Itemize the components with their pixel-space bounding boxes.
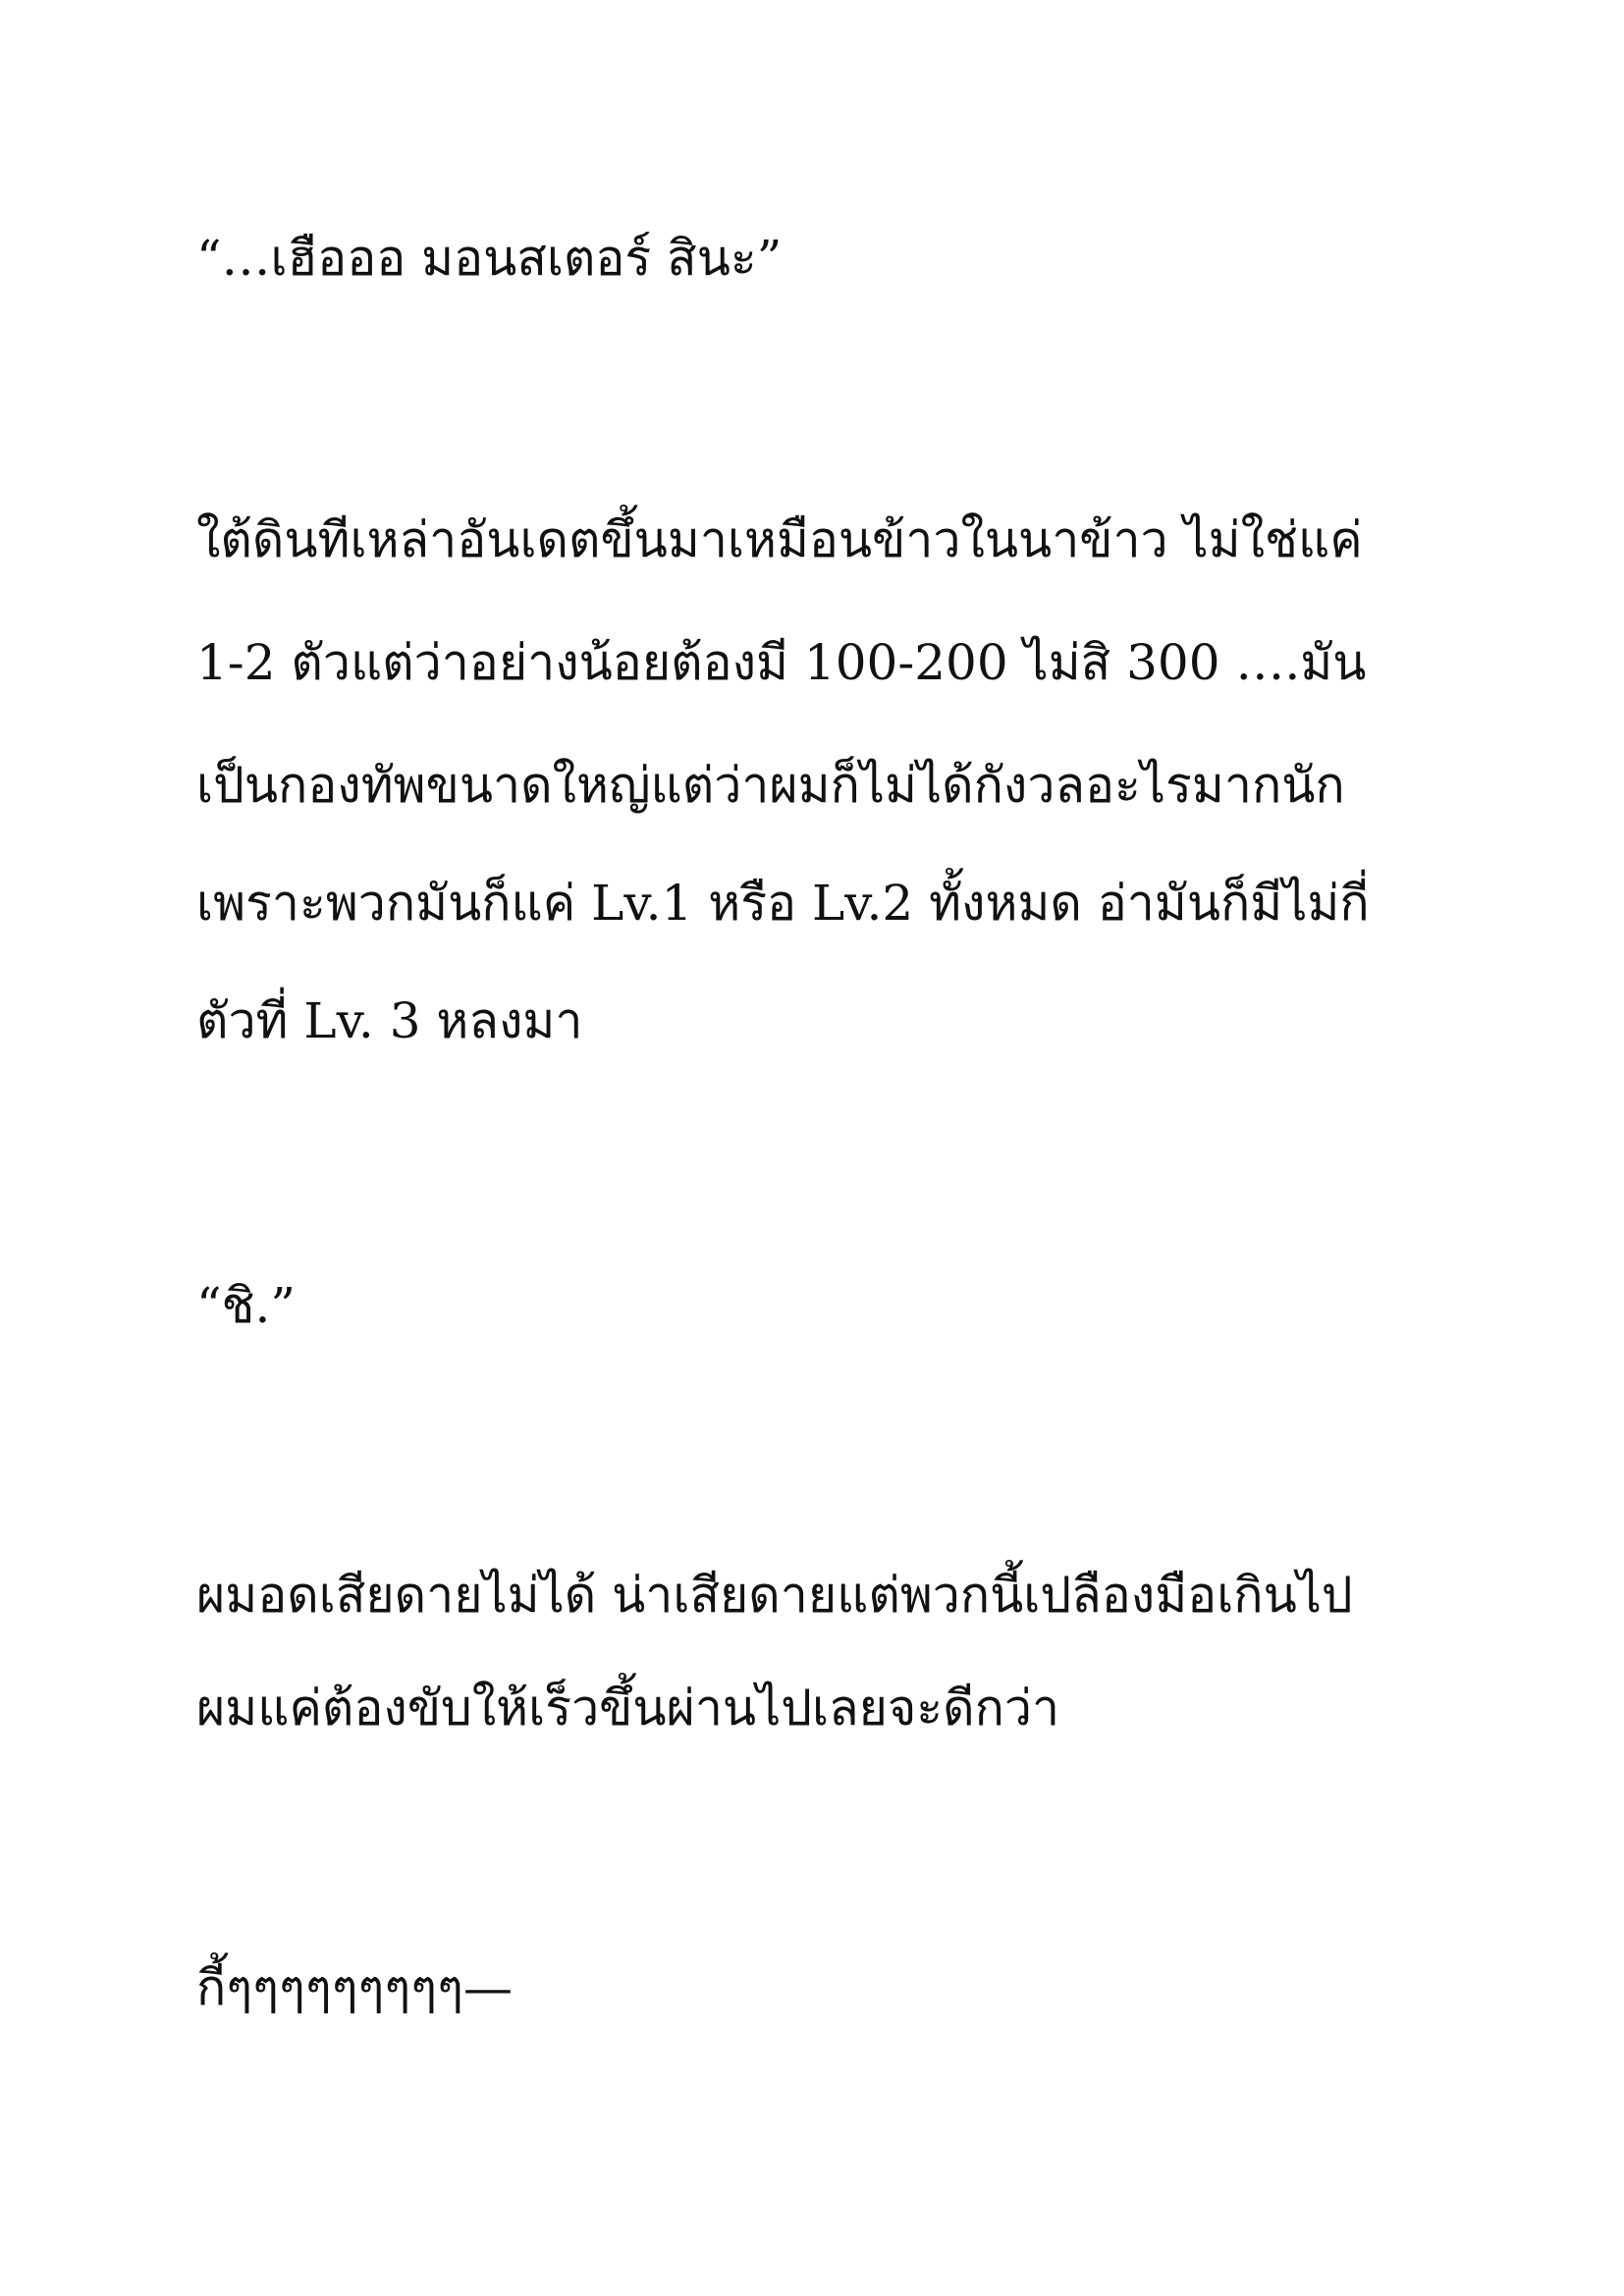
paragraph-line: ผมแค่ต้องขับให้เร็วขึ้นผ่านไปเลยจะดีกว่า <box>196 1680 1060 1736</box>
paragraph-line: ใต้ดินทีเหล่าอันเดตขึ้นมาเหมือนข้าวในนาข้าว ไม่ใช่แค่ <box>196 511 1363 568</box>
dialogue-line: “ชิ.” <box>196 1277 296 1334</box>
paragraph-line: เพราะพวกมันก็แค่ Lv.1 หรือ Lv.2 ทั้งหมด อ่ามันก็มีไม่กี่ <box>196 875 1370 932</box>
dialogue-line: “…เฮือออ มอนสเตอร์ สินะ” <box>196 230 783 287</box>
paragraph-line: เป็นกองทัพขนาดใหญ่แต่ว่าผมก็ไม่ได้กังวลอะไรมากนัก <box>196 757 1345 814</box>
paragraph-line: 1-2 ตัวแต่ว่าอย่างน้อยต้องมี 100-200 ไม่สิ 300 ….มัน <box>196 634 1367 691</box>
sound-effect-line: กี้ๆๆๆๆๆๆๆๆๆ— <box>196 1959 513 2016</box>
paragraph-line: ผมอดเสียดายไม่ได้ น่าเสียดายแต่พวกนี้เปลืองมือเกินไป <box>196 1567 1353 1624</box>
paragraph-line: ตัวที่ Lv. 3 หลงมา <box>196 992 583 1049</box>
